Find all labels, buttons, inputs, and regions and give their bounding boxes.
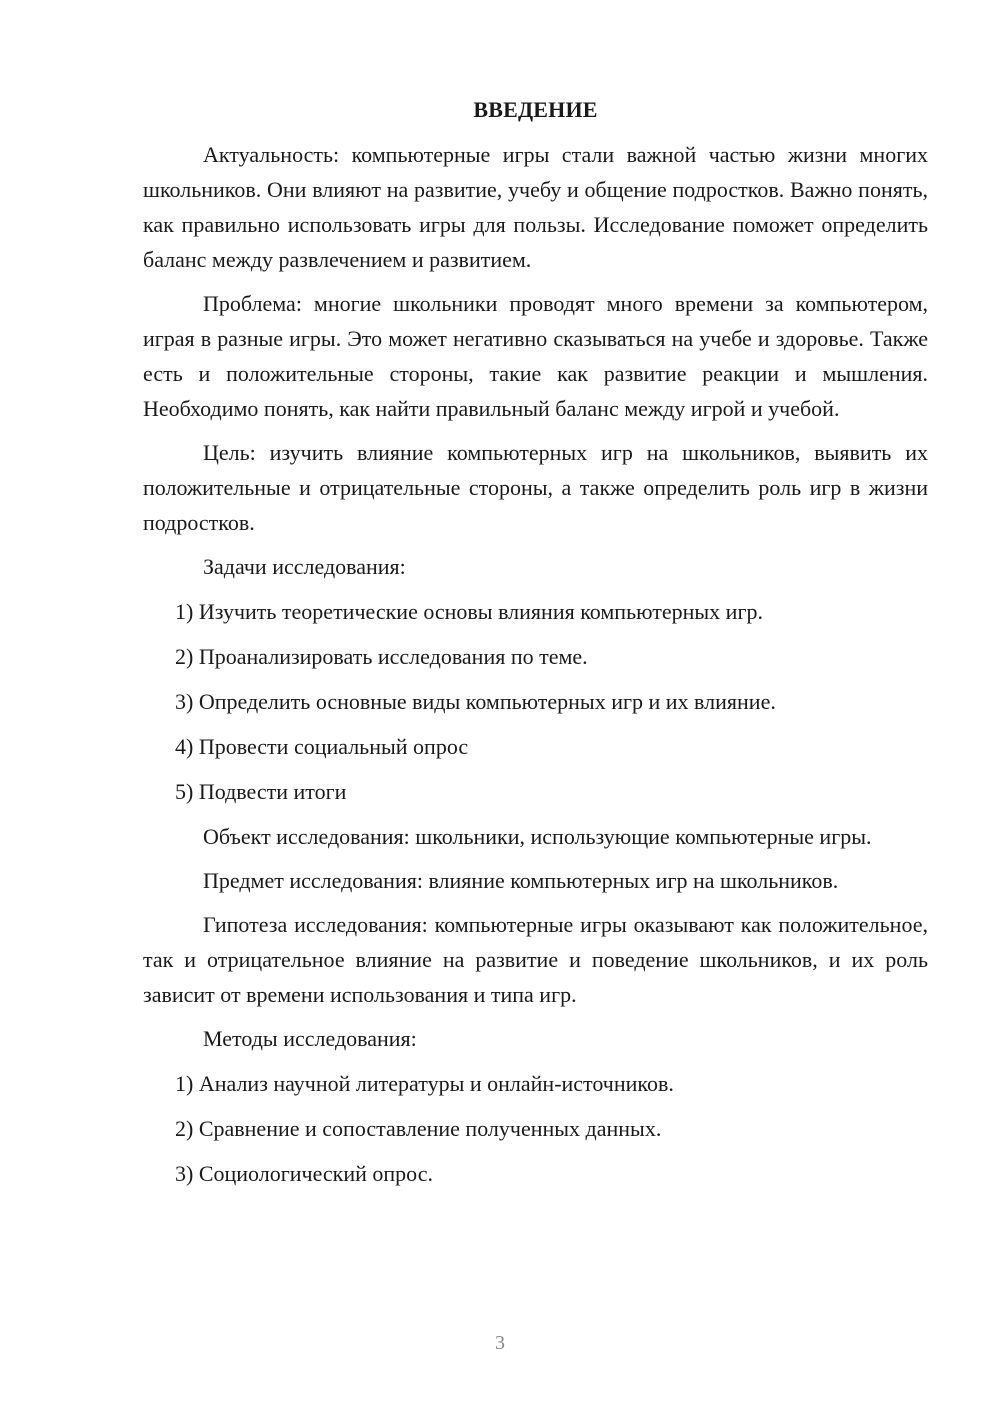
document-page bbox=[143, 92, 928, 1201]
object-paragraph: Объект исследования: школьники, использующие компьютерные игры. bbox=[203, 824, 872, 849]
tasks-list bbox=[143, 594, 928, 809]
list-item: 3) Социологический опрос. bbox=[175, 1161, 433, 1186]
methods-heading: Методы исследования: bbox=[203, 1026, 417, 1051]
methods-list bbox=[143, 1066, 928, 1191]
list-item: 2) Проанализировать исследования по теме. bbox=[175, 644, 588, 669]
subject-paragraph: Предмет исследования: влияние компьютерных игр на школьников. bbox=[203, 868, 839, 893]
relevance-paragraph: Актуальность: компьютерные игры стали важной частью жизни многих школьников. Они влияют на развитие, учебу и общение подростков. Важно понять, как правильно использовать игры для пользы. Исследование поможет определить баланс между развлечением и развитием. bbox=[143, 142, 928, 272]
list-item: 1) Анализ научной литературы и онлайн-источников. bbox=[175, 1071, 674, 1096]
hypothesis-paragraph: Гипотеза исследования: компьютерные игры оказывают как положительное, так и отрицательное влияние на развитие и поведение школьников, и их роль зависит от времени использования и типа игр. bbox=[143, 912, 928, 1007]
list-item: 5) Подвести итоги bbox=[175, 779, 347, 804]
goal-paragraph: Цель: изучить влияние компьютерных игр на школьников, выявить их положительные и отрицательные стороны, а также определить роль игр в жизни подростков. bbox=[143, 440, 928, 535]
page-number: 3 bbox=[495, 1332, 505, 1354]
tasks-heading: Задачи исследования: bbox=[203, 554, 406, 579]
problem-paragraph: Проблема: многие школьники проводят много времени за компьютером, играя в разные игры. Это может негативно сказываться на учебе и здоровье. Также есть и положительные стороны, такие как развитие реакции и мышления. Необходимо понять, как найти правильный баланс между игрой и учебой. bbox=[143, 291, 928, 421]
page-title: ВВЕДЕНИЕ bbox=[473, 97, 598, 122]
list-item: 2) Сравнение и сопоставление полученных данных. bbox=[175, 1116, 662, 1141]
list-item: 3) Определить основные виды компьютерных игр и их влияние. bbox=[175, 689, 776, 714]
list-item: 1) Изучить теоретические основы влияния компьютерных игр. bbox=[175, 599, 763, 624]
list-item: 4) Провести социальный опрос bbox=[175, 734, 469, 759]
